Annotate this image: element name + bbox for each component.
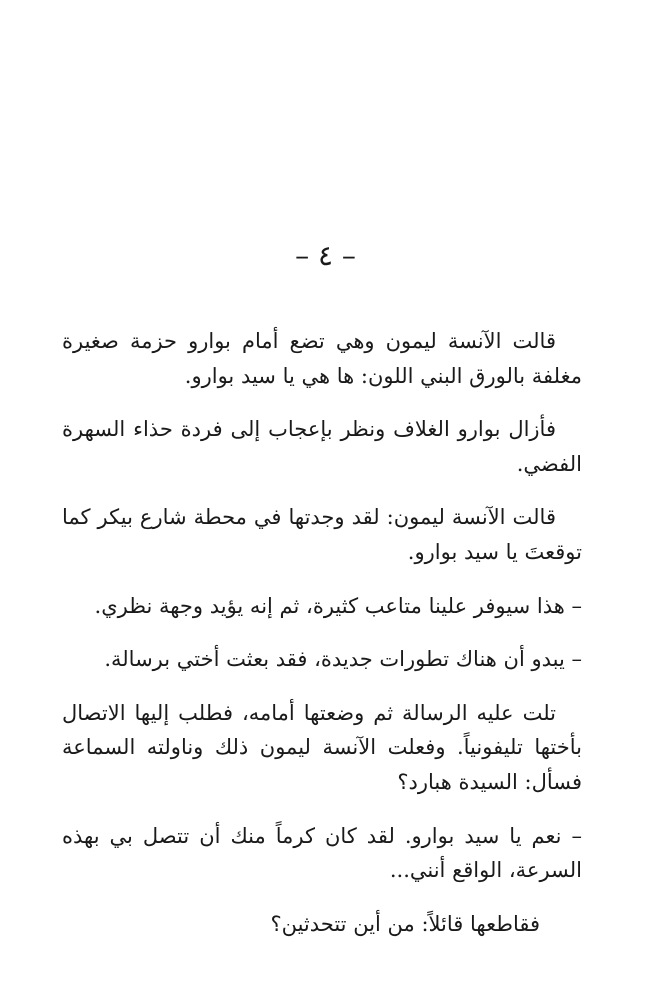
paragraph-5: – يبدو أن هناك تطورات جديدة، فقد بعثت أختي برسالة. xyxy=(104,647,582,672)
paragraph-4: – هذا سيوفر علينا متاعب كثيرة، ثم إنه يؤيد وجهة نظري. xyxy=(94,593,582,618)
paragraph-1: قالت الآنسة ليمون وهي تضع أمام بوارو حزمة صغيرة مغلفة بالورق البني اللون: ها هي يا سيد بوارو. xyxy=(62,329,582,388)
paragraph-3: قالت الآنسة ليمون: لقد وجدتها في محطة شارع بيكر كما توقعتَ يا سيد بوارو. xyxy=(62,505,582,564)
paragraph-8: فقاطعها قائلاً: من أين تتحدثين؟ xyxy=(270,911,540,936)
paragraph-2: فأزال بوارو الغلاف ونظر بإعجاب إلى فردة حذاء السهرة الفضي. xyxy=(62,417,582,476)
chapter-heading: – ٤ – xyxy=(295,239,356,272)
paragraph-7: – نعم يا سيد بوارو. لقد كان كرماً منك أن تتصل بي بهذه السرعة، الواقع أنني... xyxy=(62,823,582,883)
body-text xyxy=(62,324,582,941)
paragraph-6: تلت عليه الرسالة ثم وضعتها أمامه، فطلب إليها الاتصال بأختها تليفونياً. وفعلت الآنسة ليمون ذلك وناولته السماعة فسأل: السيدة هبارد؟ xyxy=(62,700,582,794)
